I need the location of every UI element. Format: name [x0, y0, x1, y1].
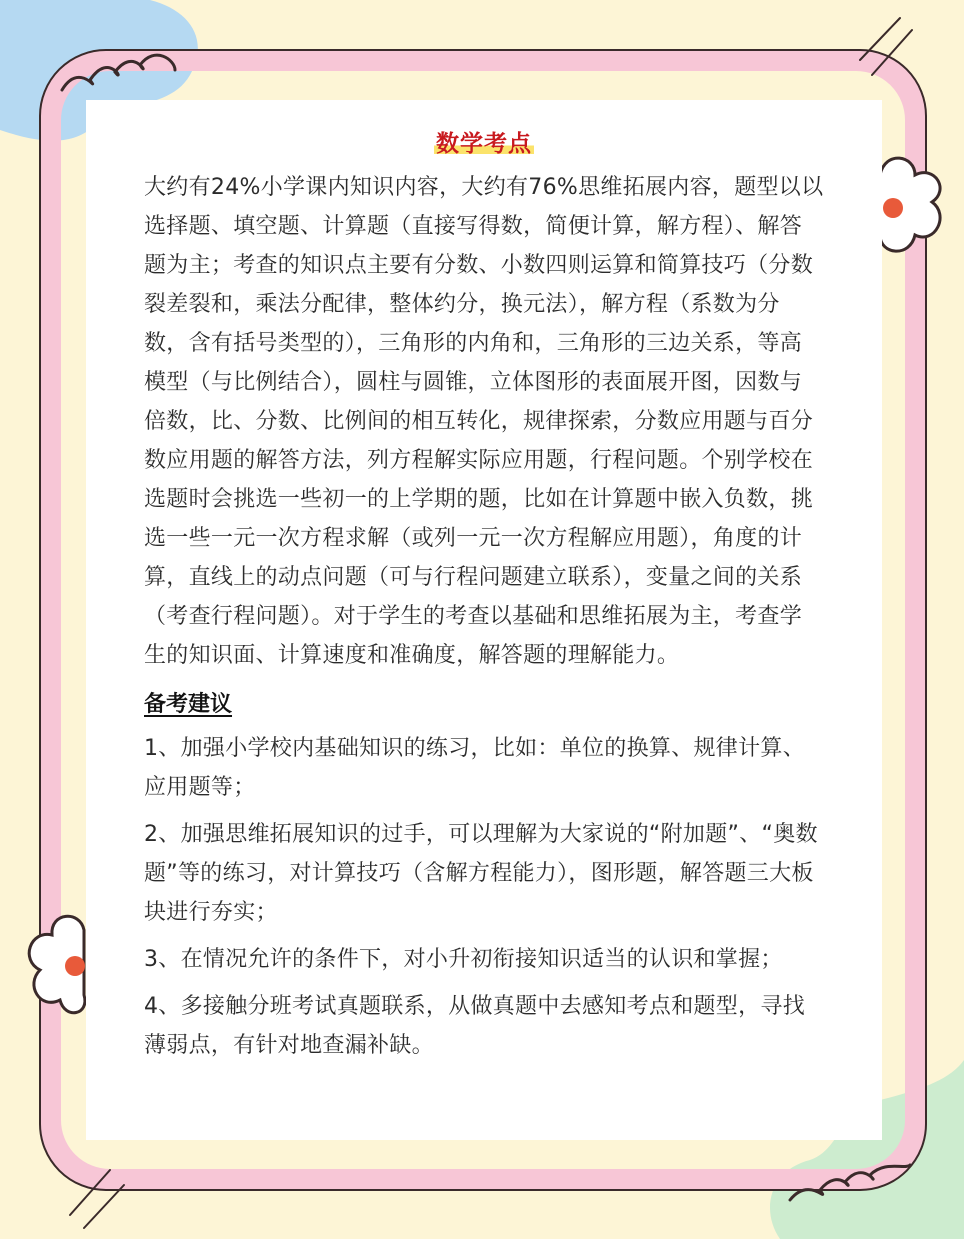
- intro-paragraph: 大约有24%小学课内知识内容，大约有76%思维拓展内容，题型以以选择题、填空题、计算题（直接写得数，简便计算，解方程）、解答题为主；考查的知识点主要有分数、小数四则运算和简算技巧（分数裂差裂和，乘法分配律，整体约分，换元法），解方程（系数为分数，含有括号类型的），三角形的内角和，三角形的三边关系，等高模型（与比例结合），圆柱与圆锥，立体图形的表面展开图，因数与倍数，比、分数、比例间的相互转化，规律探索，分数应用题与百分数应用题的解答方法，列方程解实际应用题，行程问题。个别学校在选题时会挑选一些初一的上学期的题，比如在计算题中嵌入负数，挑选一些一元一次方程求解（或列一元一次方程解应用题），角度的计算，直线上的动点问题（可与行程问题建立联系），变量之间的关系（考查行程问题）。对于学生的考查以基础和思维拓展为主，考查学生的知识面、计算速度和准确度，解答题的理解能力。: [144, 175, 824, 668]
- tip-item: 1、加强小学校内基础知识的练习，比如：单位的换算、规律计算、应用题等；: [144, 736, 805, 800]
- tip-item: 4、多接触分班考试真题联系，从做真题中去感知考点和题型，寻找薄弱点，有针对地查漏补缺。: [144, 994, 805, 1058]
- document-content: [144, 122, 824, 1073]
- page-title: [144, 122, 824, 166]
- tip-item: 3、在情况允许的条件下，对小升初衔接知识适当的认识和掌握；: [144, 947, 783, 972]
- section-heading: 备考建议: [144, 692, 233, 717]
- tip-item: 2、加强思维拓展知识的过手，可以理解为大家说的“附加题”、“奥数题”等的练习，对计算技巧（含解方程能力），图形题，解答题三大板块进行夯实；: [144, 822, 818, 925]
- flower-doodle-icon: [29, 916, 85, 1012]
- document-card: [86, 100, 882, 1140]
- title-text: 数学考点: [436, 131, 532, 157]
- flower-doodle-icon: [880, 158, 940, 251]
